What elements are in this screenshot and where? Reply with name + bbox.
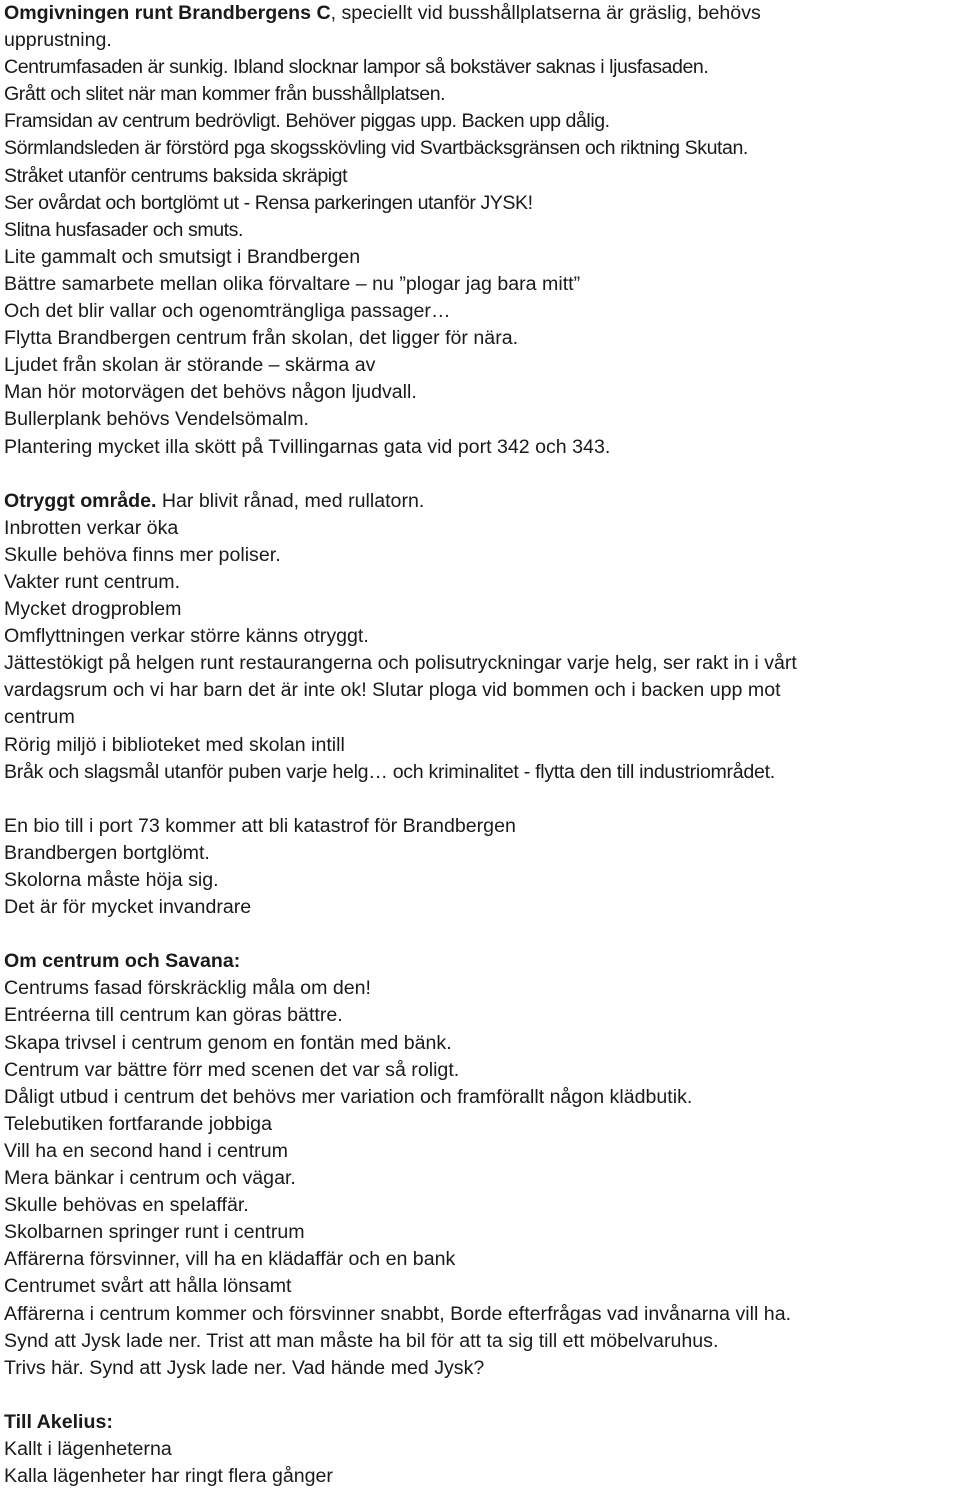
line-text: Flytta Brandbergen centrum från skolan, det ligger för nära. bbox=[4, 327, 519, 350]
text-line bbox=[4, 1301, 960, 1328]
text-line bbox=[4, 1246, 960, 1273]
paragraph-gap bbox=[4, 1382, 960, 1409]
line-text: vardagsrum och vi har barn det är inte ok! Slutar ploga vid bommen och i backen upp mot bbox=[4, 679, 781, 702]
line-text: Det är för mycket invandrare bbox=[4, 896, 252, 919]
heading-text: Till Akelius: bbox=[4, 1410, 113, 1433]
line-text: Ser ovårdat och bortglömt ut - Rensa parkeringen utanför JYSK! bbox=[4, 191, 533, 214]
document-page bbox=[4, 0, 960, 1490]
text-line bbox=[4, 542, 960, 569]
text-line bbox=[4, 135, 960, 162]
text-line bbox=[4, 217, 960, 244]
line-text: Bättre samarbete mellan olika förvaltare – nu ”plogar jag bara mitt” bbox=[4, 272, 581, 295]
bold-lead-text: Omgivningen runt Brandbergens C bbox=[4, 2, 331, 24]
line-text: Skolorna måste höja sig. bbox=[4, 869, 219, 891]
line-text: , speciellt vid busshållplatserna är gräslig, behövs bbox=[330, 2, 761, 24]
line-text: Vakter runt centrum. bbox=[4, 570, 181, 593]
text-line bbox=[4, 352, 960, 379]
text-line bbox=[4, 650, 960, 677]
bold-lead-text: Otryggt område. bbox=[4, 489, 157, 512]
text-line bbox=[4, 975, 960, 1002]
text-line bbox=[4, 1273, 960, 1300]
line-text: Vill ha en second hand i centrum bbox=[4, 1139, 288, 1162]
text-line bbox=[4, 1463, 960, 1490]
line-text: Bullerplank behövs Vendelsömalm. bbox=[4, 408, 309, 431]
text-line bbox=[4, 1192, 960, 1219]
text-line bbox=[4, 894, 960, 921]
line-text: centrum bbox=[4, 706, 75, 729]
line-text: Sörmlandsleden är förstörd pga skogsskövling vid Svartbäcksgränsen och riktning Skutan. bbox=[4, 137, 748, 160]
text-line bbox=[4, 190, 960, 217]
line-text: Rörig miljö i biblioteket med skolan intill bbox=[4, 733, 345, 756]
section-heading bbox=[4, 1409, 960, 1436]
line-text: Centrumet svårt att hålla lönsamt bbox=[4, 1275, 292, 1298]
text-line bbox=[4, 759, 960, 786]
heading-text: Om centrum och Savana: bbox=[4, 950, 241, 973]
text-line bbox=[4, 677, 960, 704]
text-line bbox=[4, 81, 960, 108]
text-line bbox=[4, 271, 960, 298]
text-line bbox=[4, 108, 960, 135]
line-text: Mycket drogproblem bbox=[4, 598, 182, 621]
text-line bbox=[4, 1138, 960, 1165]
text-line bbox=[4, 488, 960, 515]
text-line bbox=[4, 1328, 960, 1355]
line-text: Entréerna till centrum kan göras bättre. bbox=[4, 1004, 343, 1027]
text-line bbox=[4, 1030, 960, 1057]
text-line bbox=[4, 1002, 960, 1029]
text-line bbox=[4, 704, 960, 731]
line-text: Skulle behövas en spelaffär. bbox=[4, 1194, 249, 1217]
line-text: Synd att Jysk lade ner. Trist att man måste ha bil för att ta sig till ett möbelvaruhus. bbox=[4, 1329, 719, 1352]
text-line bbox=[4, 596, 960, 623]
line-text: Trivs här. Synd att Jysk lade ner. Vad hände med Jysk? bbox=[4, 1356, 485, 1379]
text-line bbox=[4, 840, 960, 867]
line-text: Ljudet från skolan är störande – skärma av bbox=[4, 354, 376, 377]
line-text: Inbrotten verkar öka bbox=[4, 516, 179, 539]
text-line bbox=[4, 1219, 960, 1246]
line-text: Omflyttningen verkar större känns otryggt. bbox=[4, 625, 369, 648]
line-text: Centrumfasaden är sunkig. Ibland slocknar lampor så bokstäver saknas i ljusfasaden. bbox=[4, 56, 709, 79]
line-text: Framsidan av centrum bedrövligt. Behöver piggas upp. Backen upp dålig. bbox=[4, 110, 610, 133]
paragraph-gap bbox=[4, 786, 960, 813]
section-heading bbox=[4, 948, 960, 975]
text-line bbox=[4, 244, 960, 271]
line-text: upprustning. bbox=[4, 29, 112, 52]
text-line bbox=[4, 434, 960, 461]
paragraph-gap bbox=[4, 921, 960, 948]
line-text: Lite gammalt och smutsigt i Brandbergen bbox=[4, 245, 361, 268]
text-line bbox=[4, 379, 960, 406]
line-text: Bråk och slagsmål utanför puben varje helg… och kriminalitet - flytta den till industriområdet. bbox=[4, 760, 775, 783]
line-text: Skulle behöva finns mer poliser. bbox=[4, 543, 281, 566]
line-text: Kallt i lägenheterna bbox=[4, 1437, 172, 1460]
line-text: Slitna husfasader och smuts. bbox=[4, 218, 243, 241]
text-line bbox=[4, 406, 960, 433]
text-line bbox=[4, 325, 960, 352]
line-text: Dåligt utbud i centrum det behövs mer variation och framförallt någon klädbutik. bbox=[4, 1085, 693, 1108]
line-text: Och det blir vallar och ogenomträngliga passager… bbox=[4, 300, 451, 323]
text-line bbox=[4, 813, 960, 840]
text-line bbox=[4, 1165, 960, 1192]
text-line bbox=[4, 54, 960, 81]
line-text: Centrum var bättre förr med scenen det var så roligt. bbox=[4, 1058, 460, 1081]
line-text: Man hör motorvägen det behövs någon ljudvall. bbox=[4, 381, 417, 404]
line-text: Brandbergen bortglömt. bbox=[4, 841, 210, 864]
line-text: Skapa trivsel i centrum genom en fontän med bänk. bbox=[4, 1031, 452, 1054]
line-text: Affärerna i centrum kommer och försvinner snabbt, Borde efterfrågas vad invånarna vill ha. bbox=[4, 1302, 792, 1325]
text-line bbox=[4, 1084, 960, 1111]
text-line bbox=[4, 1355, 960, 1382]
line-text: Telebutiken fortfarande jobbiga bbox=[4, 1112, 272, 1135]
text-line bbox=[4, 623, 960, 650]
line-text: Grått och slitet när man kommer från busshållplatsen. bbox=[4, 83, 446, 106]
paragraph-gap bbox=[4, 461, 960, 488]
text-line bbox=[4, 27, 960, 54]
line-text: Jättestökigt på helgen runt restaurangerna och polisutryckningar varje helg, ser rakt in i vårt bbox=[4, 652, 797, 675]
text-line bbox=[4, 867, 960, 894]
line-text: En bio till i port 73 kommer att bli katastrof för Brandbergen bbox=[4, 814, 516, 837]
text-line bbox=[4, 1111, 960, 1138]
text-line bbox=[4, 1436, 960, 1463]
line-text: Skolbarnen springer runt i centrum bbox=[4, 1221, 305, 1244]
line-text: Plantering mycket illa skött på Tvillingarnas gata vid port 342 och 343. bbox=[4, 435, 611, 458]
line-text: Affärerna försvinner, vill ha en klädaffär och en bank bbox=[4, 1248, 456, 1271]
text-line bbox=[4, 732, 960, 759]
line-text: Centrums fasad förskräcklig måla om den! bbox=[4, 977, 371, 1000]
text-line bbox=[4, 163, 960, 190]
text-line bbox=[4, 0, 960, 27]
text-line bbox=[4, 515, 960, 542]
text-line bbox=[4, 569, 960, 596]
text-line bbox=[4, 298, 960, 325]
line-text: Stråket utanför centrums baksida skräpigt bbox=[4, 164, 348, 187]
line-text: Kalla lägenheter har ringt flera gånger bbox=[4, 1465, 333, 1488]
line-text: Mera bänkar i centrum och vägar. bbox=[4, 1167, 296, 1190]
line-text: Har blivit rånad, med rullatorn. bbox=[156, 489, 425, 512]
text-line bbox=[4, 1057, 960, 1084]
